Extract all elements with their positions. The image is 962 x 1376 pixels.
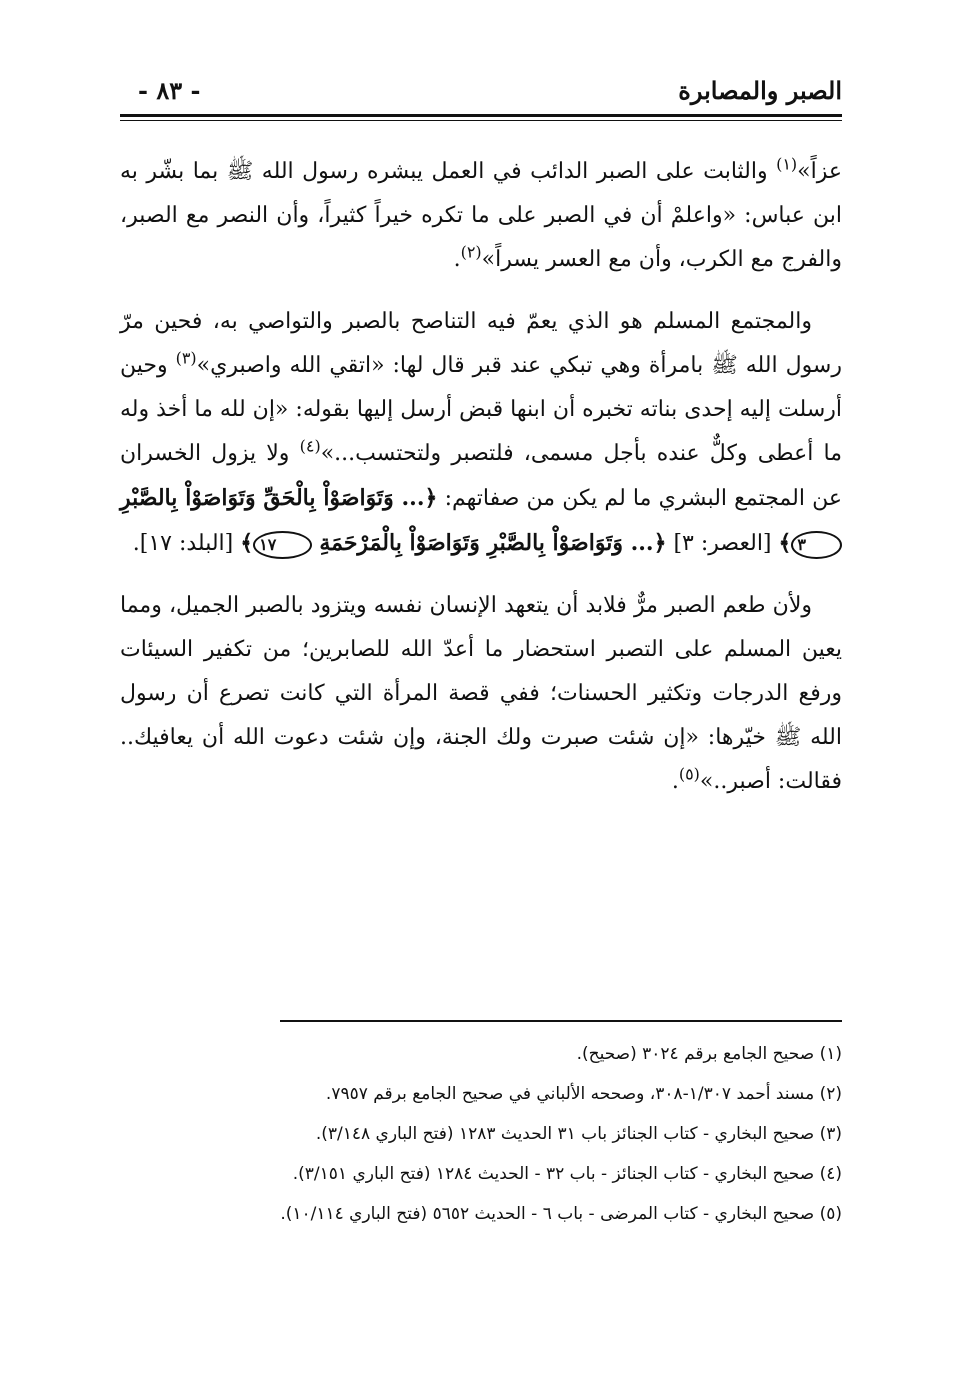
footnote-5: (٥) صحيح البخاري - كتاب المرضى - باب ٦ - الحديث ٥٦٥٢ (فتح الباري ١٠/١١٤). — [280, 1204, 842, 1224]
paragraph-3 — [120, 584, 842, 804]
text-run: . — [453, 247, 461, 272]
footnote-separator — [280, 1020, 842, 1022]
ayah-number-1: ٣ — [791, 531, 842, 559]
quran-verse-2: ... وَتَوَاصَوْاْ بِالصَّبْرِ وَتَوَاصَوْاْ بِالْمَرْحَمَةِ — [319, 530, 654, 556]
header-rule-thin — [120, 120, 842, 121]
footnote-2: (٢) مسند أحمد ١/٣٠٧-٣٠٨، وصححه الألباني في صحيح الجامع برقم ٧٩٥٧. — [325, 1084, 842, 1104]
surah-reference-2: [البلد: ١٧]. — [132, 531, 241, 556]
paragraph-2 — [120, 300, 842, 566]
quran-bracket-close: ﴾ — [778, 530, 792, 556]
footnote-ref-4: (٤) — [299, 436, 321, 456]
footnotes — [120, 1036, 842, 1236]
ayah-number-2: ١٧ — [253, 531, 312, 559]
text-run: عزاً» — [797, 159, 842, 184]
header-rule-thick — [120, 114, 842, 117]
page-header — [120, 70, 842, 112]
paragraph-1 — [120, 150, 842, 282]
footnote-ref-5: (٥) — [678, 764, 700, 784]
book-page — [120, 70, 842, 1306]
footnote-1: (١) صحيح الجامع برقم ٣٠٢٤ (صحيح). — [576, 1044, 842, 1064]
quran-verse-1: ... وَتَوَاصَوْاْ بِالْحَقِّ وَتَوَاصَوْاْ بِالصَّبْرِ — [120, 485, 425, 511]
footnote-ref-1: (١) — [776, 154, 798, 174]
text-run: والمجتمع المسلم هو الذي يعمّ فيه التناصح بالصبر والتواصي به، فحين مرّ رسول الله ﷺ بامرأة وهي تبكي عند قبر قال لها: «اتقي الله واصبري» — [120, 309, 842, 378]
quran-bracket-open: ﴿ — [653, 530, 667, 556]
text-run: . — [671, 769, 679, 794]
page-number: - ٨٣ - — [138, 76, 201, 105]
text-run: والثابت على الصبر الدائب في العمل يبشره رسول الله ﷺ بما بشّر به ابن عباس: «واعلمْ أن في الصبر على ما تكره خيراً كثيراً، وأن النصر مع الصبر، والفرج مع الكرب، وأن مع العسر يسراً» — [120, 159, 842, 272]
text-run: ولا يزول الخسران عن المجتمع البشري ما لم يكن من صفاتهم: — [120, 441, 843, 511]
quran-bracket-open: ﴿ — [424, 485, 438, 511]
footnote-ref-2: (٢) — [460, 242, 482, 262]
running-title: الصبر والمصابرة — [678, 76, 842, 105]
footnote-3: (٣) صحيح البخاري - كتاب الجنائز باب ٣١ الحديث ١٢٨٣ (فتح الباري ٣/١٤٨). — [315, 1124, 842, 1144]
quran-bracket-close: ﴾ — [240, 530, 254, 556]
footnote-4: (٤) صحيح البخاري - كتاب الجنائز - باب ٣٢ - الحديث ١٢٨٤ (فتح الباري ٣/١٥١). — [292, 1164, 842, 1184]
text-run: ولأن طعم الصبر مرٌّ فلابد أن يتعهد الإنسان نفسه ويتزود بالصبر الجميل، ومما يعين المسلم على التصبر استحضار ما أعدّ الله للصابرين؛ من تكفير السيئات ورفع الدرجات وتكثير الحسنات؛ ففي قصة المرأة التي كانت تصرع أن رسول الله ﷺ خيّرها: «إن شئت صبرت ولك الجنة، وإن شئت دعوت الله أن يعافيك.. فقالت: أصبر..» — [120, 593, 842, 794]
footnote-ref-3: (٣) — [175, 348, 197, 368]
surah-reference-1: [العصر: ٣] — [666, 531, 779, 556]
main-text — [120, 150, 842, 822]
text-run: وحين أرسلت إليه إحدى بناته تخبره أن ابنها قبض أرسل إليها بقوله: «إن لله ما أخذ وله ما أعطى وكلٌّ عنده بأجل مسمى، فلتصبر ولتحتسب...» — [120, 353, 842, 466]
